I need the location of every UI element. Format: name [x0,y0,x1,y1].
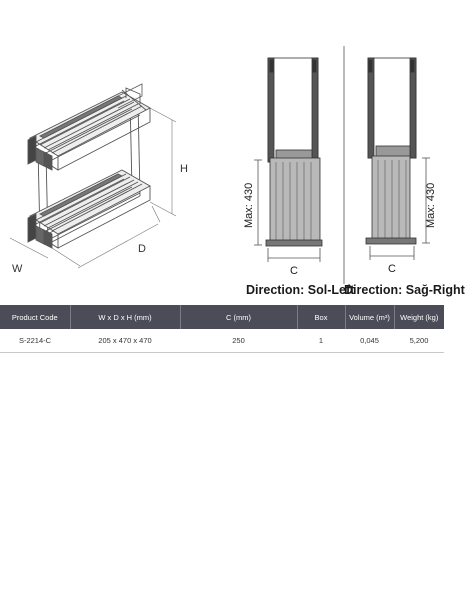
direction-left-label: Direction: Sol-Left [246,283,355,297]
header-product-code: Product Code [0,305,70,329]
header-c: C (mm) [180,305,297,329]
left-direction-view [254,58,322,262]
isometric-basket-illustration [10,84,176,268]
header-weight: Weight (kg) [394,305,444,329]
spec-table [0,305,444,353]
product-drawing [0,0,444,300]
header-box: Box [297,305,345,329]
left-max-label: Max: 430 [243,182,255,228]
left-c-label: C [290,265,298,277]
depth-dim-label: D [138,243,146,255]
cell-dimensions: 205 x 470 x 470 [70,329,180,353]
width-dim-label: W [12,263,23,275]
right-direction-view [366,58,430,260]
table-header-row [0,305,444,329]
cell-product-code: S-2214-C [0,329,70,353]
cell-c: 250 [180,329,297,353]
header-volume: Volume (m³) [345,305,394,329]
height-dim-label: H [180,163,188,175]
right-max-label: Max: 430 [425,182,437,228]
direction-right-label: Direction: Sağ-Right [344,283,465,297]
cell-weight: 5,200 [394,329,444,353]
cell-box: 1 [297,329,345,353]
table-row [0,329,444,353]
right-c-label: C [388,263,396,275]
cell-volume: 0,045 [345,329,394,353]
header-dimensions: W x D x H (mm) [70,305,180,329]
